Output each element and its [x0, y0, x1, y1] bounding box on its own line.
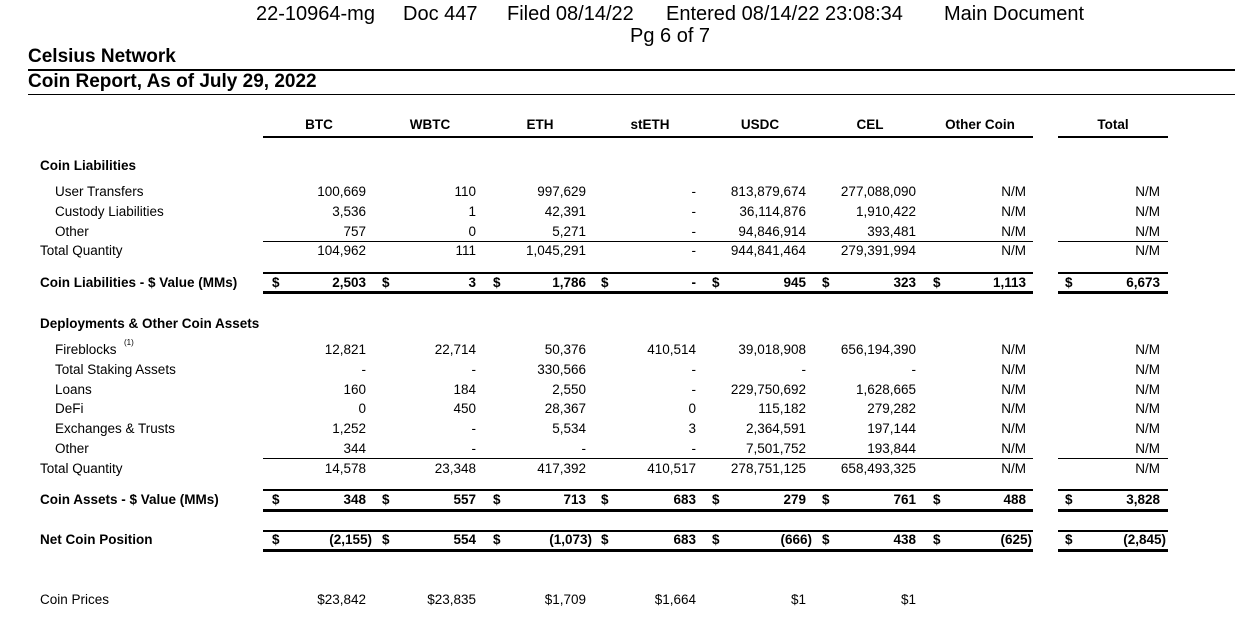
rule-line	[263, 272, 1033, 274]
cell-value: 100,669	[317, 184, 366, 199]
cell-value: 417,392	[537, 461, 586, 476]
cell-value: 488	[1003, 492, 1026, 507]
cell-value: -	[911, 362, 916, 377]
cell-value: 450	[453, 401, 476, 416]
cell-value: -	[471, 441, 476, 456]
cell-value: N/M	[1001, 204, 1026, 219]
cell-value: 656,194,390	[840, 342, 916, 357]
dollar-sign: $	[822, 275, 830, 290]
net-coin-position-label: Net Coin Position	[40, 532, 153, 547]
cell-value: N/M	[1001, 401, 1026, 416]
dollar-sign: $	[601, 492, 609, 507]
column-header-eth: ETH	[526, 117, 554, 132]
total-quantity-label: Total Quantity	[40, 461, 123, 476]
cell-value: $23,842	[317, 592, 366, 607]
cell-value: 323	[893, 275, 916, 290]
dollar-sign: $	[1065, 492, 1073, 507]
dollar-sign: $	[933, 275, 941, 290]
cell-value: N/M	[1001, 461, 1026, 476]
cell-value: 277,088,090	[840, 184, 916, 199]
asset-row-label: Fireblocks	[55, 342, 117, 357]
cell-value: 393,481	[867, 224, 916, 239]
section-heading-assets: Deployments & Other Coin Assets	[40, 316, 260, 331]
cell-value: N/M	[1135, 382, 1160, 397]
dollar-sign: $	[272, 275, 280, 290]
rule-line	[1058, 549, 1168, 552]
cell-value: (666)	[780, 532, 812, 547]
rule-line	[1058, 136, 1168, 138]
asset-row-label: Exchanges & Trusts	[55, 421, 176, 436]
cell-value: 5,534	[552, 421, 586, 436]
cell-value: 39,018,908	[738, 342, 806, 357]
column-header-total: Total	[1097, 117, 1129, 132]
cell-value: 1,786	[552, 275, 586, 290]
cell-value: N/M	[1001, 362, 1026, 377]
cell-value: 279,282	[867, 401, 916, 416]
cell-value: -	[691, 224, 696, 239]
cell-value: 111	[455, 243, 476, 258]
cell-value: 997,629	[537, 184, 586, 199]
cell-value: N/M	[1135, 421, 1160, 436]
cell-value: 348	[343, 492, 366, 507]
coin-prices-label: Coin Prices	[40, 592, 110, 607]
cell-value: (2,845)	[1123, 532, 1166, 547]
asset-row-label: Loans	[55, 382, 92, 397]
dollar-sign: $	[712, 275, 720, 290]
cell-value: 330,566	[537, 362, 586, 377]
dollar-sign: $	[493, 492, 501, 507]
dollar-sign: $	[493, 275, 501, 290]
cell-value: 713	[563, 492, 586, 507]
rule-line	[263, 136, 1033, 138]
cell-value: N/M	[1001, 224, 1026, 239]
dollar-sign: $	[493, 532, 501, 547]
cell-value: 1,910,422	[855, 204, 916, 219]
doc-number: Doc 447	[403, 3, 478, 25]
cell-value: N/M	[1135, 441, 1160, 456]
cell-value: 115,182	[758, 401, 806, 416]
cell-value: 1,045,291	[525, 243, 586, 258]
cell-value: 2,550	[552, 382, 586, 397]
cell-value: 229,750,692	[730, 382, 806, 397]
case-number: 22-10964-mg	[256, 3, 375, 25]
rule-line	[1058, 241, 1168, 242]
title-underline	[28, 94, 1235, 95]
column-header-wbtc: WBTC	[409, 117, 451, 132]
cell-value: -	[691, 243, 696, 258]
cell-value: 22,714	[434, 342, 476, 357]
cell-value: 1,113	[992, 275, 1026, 290]
total-quantity-label: Total Quantity	[40, 243, 123, 258]
column-header-steth: stETH	[630, 117, 670, 132]
dollar-sign: $	[1065, 275, 1073, 290]
cell-value: $1	[790, 592, 806, 607]
cell-value: N/M	[1135, 204, 1160, 219]
report-title: Coin Report, As of July 29, 2022	[28, 71, 317, 92]
cell-value: N/M	[1135, 461, 1160, 476]
cell-value: 554	[453, 532, 476, 547]
cell-value: 36,114,876	[739, 204, 806, 219]
rule-line	[263, 549, 1033, 552]
dollar-sign: $	[822, 532, 830, 547]
cell-value: 945	[783, 275, 806, 290]
cell-value: 50,376	[544, 342, 586, 357]
rule-line	[1058, 272, 1168, 274]
cell-value: 761	[893, 492, 916, 507]
rule-line	[263, 458, 1033, 459]
cell-value: 0	[358, 401, 366, 416]
dollar-sign: $	[1065, 532, 1073, 547]
cell-value: 278,751,125	[730, 461, 806, 476]
dollar-sign: $	[712, 492, 720, 507]
cell-value: N/M	[1135, 342, 1160, 357]
footnote-marker: (1)	[124, 338, 134, 347]
dollar-sign: $	[382, 492, 390, 507]
liability-row-label: Other	[55, 224, 89, 239]
cell-value: (1,073)	[549, 532, 592, 547]
cell-value: -	[691, 362, 696, 377]
rule-line	[1058, 458, 1168, 459]
page-number: Pg 6 of 7	[630, 25, 711, 47]
rule-line	[263, 291, 1033, 294]
asset-row-label: DeFi	[55, 401, 84, 416]
dollar-sign: $	[272, 532, 280, 547]
cell-value: 110	[454, 184, 476, 199]
cell-value: 944,841,464	[730, 243, 806, 258]
cell-value: 3	[688, 421, 696, 436]
cell-value: N/M	[1135, 362, 1160, 377]
cell-value: 6,673	[1126, 275, 1160, 290]
cell-value: 438	[893, 532, 916, 547]
cell-value: N/M	[1001, 382, 1026, 397]
cell-value: 104,962	[317, 243, 366, 258]
column-header-cel: CEL	[856, 117, 884, 132]
cell-value: N/M	[1001, 441, 1026, 456]
cell-value: -	[581, 441, 586, 456]
cell-value: 344	[343, 441, 366, 456]
cell-value: N/M	[1001, 243, 1026, 258]
cell-value: 160	[343, 382, 366, 397]
cell-value: -	[471, 362, 476, 377]
rule-line	[1058, 489, 1168, 491]
cell-value: 1,628,665	[855, 382, 916, 397]
liabilities-value-label: Coin Liabilities - $ Value (MMs)	[40, 275, 238, 290]
cell-value: 279,391,994	[840, 243, 916, 258]
main-document-label: Main Document	[944, 3, 1085, 25]
cell-value: N/M	[1001, 184, 1026, 199]
cell-value: 813,879,674	[730, 184, 806, 199]
cell-value: 197,144	[867, 421, 916, 436]
cell-value: 193,844	[867, 441, 916, 456]
cell-value: 410,514	[647, 342, 696, 357]
cell-value: 683	[673, 532, 696, 547]
cell-value: 557	[453, 492, 476, 507]
cell-value: 5,271	[552, 224, 586, 239]
cell-value: 7,501,752	[745, 441, 806, 456]
dollar-sign: $	[601, 275, 609, 290]
cell-value: N/M	[1135, 184, 1160, 199]
cell-value: 3,828	[1126, 492, 1160, 507]
cell-value: 0	[688, 401, 696, 416]
cell-value: 3,536	[332, 204, 366, 219]
column-header-usdc: USDC	[740, 117, 780, 132]
cell-value: 279	[783, 492, 806, 507]
cell-value: 683	[673, 492, 696, 507]
cell-value: 757	[343, 224, 366, 239]
cell-value: $1	[900, 592, 916, 607]
cell-value: 2,503	[332, 275, 366, 290]
liability-row-label: Custody Liabilities	[55, 204, 164, 219]
dollar-sign: $	[712, 532, 720, 547]
cell-value: 12,821	[324, 342, 366, 357]
cell-value: -	[691, 441, 696, 456]
column-header-other-coin: Other Coin	[945, 117, 1015, 132]
company-name: Celsius Network	[28, 46, 176, 67]
cell-value: -	[471, 421, 476, 436]
asset-row-label: Other	[55, 441, 89, 456]
cell-value: 0	[468, 224, 476, 239]
cell-value: -	[801, 362, 806, 377]
cell-value: 1,252	[332, 421, 366, 436]
cell-value: -	[691, 382, 696, 397]
dollar-sign: $	[933, 492, 941, 507]
cell-value: (625)	[1000, 532, 1032, 547]
dollar-sign: $	[382, 532, 390, 547]
cell-value: 2,364,591	[745, 421, 806, 436]
dollar-sign: $	[382, 275, 390, 290]
dollar-sign: $	[272, 492, 280, 507]
dollar-sign: $	[933, 532, 941, 547]
cell-value: 42,391	[544, 204, 586, 219]
asset-row-label: Total Staking Assets	[55, 362, 176, 377]
rule-line	[263, 509, 1033, 512]
column-header-btc: BTC	[305, 117, 333, 132]
entered-date: Entered 08/14/22 23:08:34	[666, 3, 903, 25]
cell-value: $1,664	[654, 592, 696, 607]
cell-value: 23,348	[434, 461, 476, 476]
cell-value: N/M	[1135, 243, 1160, 258]
rule-line	[1058, 291, 1168, 294]
cell-value: 3	[468, 275, 476, 290]
cell-value: 410,517	[647, 461, 696, 476]
cell-value: -	[691, 184, 696, 199]
cell-value: 94,846,914	[738, 224, 806, 239]
cell-value: -	[691, 204, 696, 219]
cell-value: 184	[453, 382, 476, 397]
filed-date: Filed 08/14/22	[507, 3, 634, 25]
assets-value-label: Coin Assets - $ Value (MMs)	[40, 492, 219, 507]
rule-line	[263, 489, 1033, 491]
cell-value: $23,835	[427, 592, 476, 607]
dollar-sign: $	[822, 492, 830, 507]
cell-value: -	[691, 275, 696, 290]
dollar-sign: $	[601, 532, 609, 547]
cell-value: (2,155)	[329, 532, 372, 547]
cell-value: -	[361, 362, 366, 377]
rule-line	[1058, 509, 1168, 512]
cell-value: N/M	[1135, 401, 1160, 416]
cell-value: 658,493,325	[840, 461, 916, 476]
cell-value: 28,367	[544, 401, 586, 416]
liability-row-label: User Transfers	[55, 184, 144, 199]
cell-value: N/M	[1001, 342, 1026, 357]
cell-value: N/M	[1135, 224, 1160, 239]
cell-value: 14,578	[324, 461, 366, 476]
rule-line	[263, 241, 1033, 242]
cell-value: N/M	[1001, 421, 1026, 436]
cell-value: 1	[468, 204, 476, 219]
cell-value: $1,709	[544, 592, 586, 607]
section-heading-liabilities: Coin Liabilities	[40, 158, 137, 173]
